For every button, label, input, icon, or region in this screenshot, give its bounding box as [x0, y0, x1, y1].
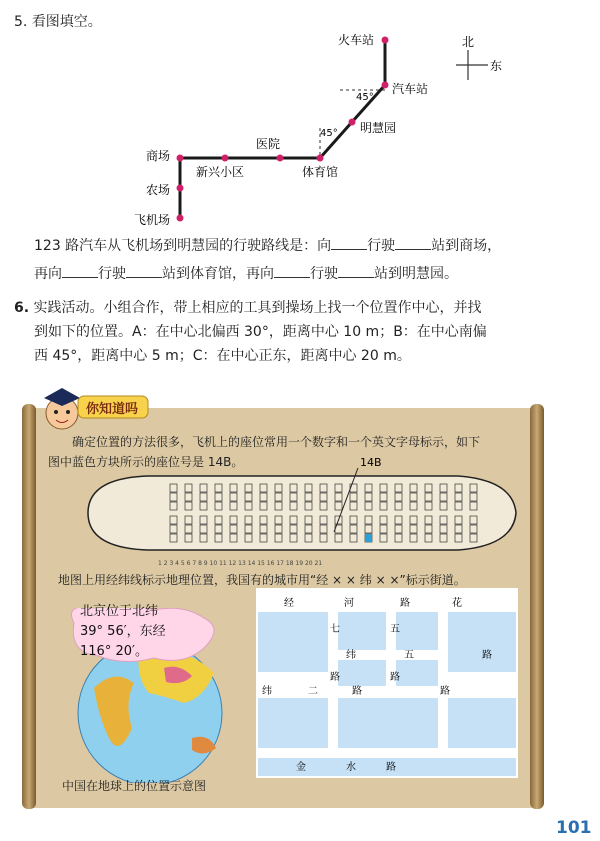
question-6 — [14, 296, 554, 368]
compass-east: 东 — [490, 59, 503, 73]
label-stadium: 体育馆 — [302, 165, 339, 179]
blank-5[interactable] — [274, 263, 310, 278]
blank-3[interactable] — [62, 263, 98, 278]
question-number: 5. — [14, 14, 28, 30]
info-scroll — [18, 398, 548, 813]
station-dot-train — [382, 37, 389, 44]
scroll-rod-right — [530, 404, 544, 809]
bus-route-line — [180, 40, 385, 218]
beijing-note: 北京位于北纬 39° 56′，东经 116° 20′。 — [80, 604, 166, 659]
svg-text:五: 五 — [390, 624, 400, 635]
street-grid-map — [256, 588, 518, 778]
station-dot-xinxing — [222, 155, 229, 162]
label-hospital: 医院 — [256, 137, 281, 151]
svg-text:花: 花 — [452, 598, 462, 609]
label-train-station: 火车站 — [338, 33, 375, 47]
blank-4[interactable] — [126, 263, 162, 278]
question-5-heading — [14, 10, 102, 34]
scroll-rod-left — [22, 404, 36, 809]
label-xinxing: 新兴小区 — [196, 165, 245, 179]
banner-title: 你知道吗 — [86, 402, 139, 417]
station-dot-steam — [382, 82, 389, 89]
svg-text:河: 河 — [344, 598, 354, 609]
label-mall: 商场 — [146, 149, 171, 163]
label-angle-bottom: 45° — [320, 128, 338, 139]
label-farm: 农场 — [146, 183, 171, 197]
blank-2[interactable] — [395, 235, 431, 250]
station-dot-stadium — [317, 155, 324, 162]
station-dot-hospital — [277, 155, 284, 162]
svg-text:纬: 纬 — [262, 686, 272, 697]
svg-text:金: 金 — [296, 762, 306, 773]
svg-text:路: 路 — [440, 686, 450, 697]
svg-text:路: 路 — [352, 686, 362, 697]
label-minghui: 明慧园 — [360, 121, 397, 135]
route-map — [110, 28, 520, 228]
station-dot-airport — [177, 215, 184, 222]
svg-text:七: 七 — [330, 624, 340, 635]
sentence-line-2: 再向 行驶 站到体育馆，再向 行驶 站到明慧园。 — [34, 262, 554, 286]
q6-line-1: 6. 实践活动。小组合作，带上相应的工具到操场上找一个位置作中心，并找 — [14, 300, 482, 316]
seat-number-ruler: 1 2 3 4 5 6 7 8 9 10 11 12 13 14 15 16 17 18 19 20 21 — [158, 560, 323, 567]
sentence-line-1: 123 路汽车从飞机场到明慧园的行驶路线是：向 行驶 站到商场， — [34, 234, 554, 258]
info-para-2: 地图上用经纬线标示地理位置，我国有的城市用“经 × × 纬 × ×”标示街道。 — [58, 573, 466, 587]
svg-text:经: 经 — [284, 598, 294, 609]
q6-line-2: 到如下的位置。A：在中心北偏西 30°，距离中心 10 m；B：在中心南偏 — [34, 324, 487, 340]
airplane-seat-diagram — [58, 458, 528, 568]
globe-caption: 中国在地球上的位置示意图 — [62, 779, 207, 793]
station-dot-farm — [177, 185, 184, 192]
question-5-sentence — [34, 234, 554, 286]
seat-14b-highlight[interactable] — [365, 534, 372, 542]
airplane-outline — [88, 476, 516, 550]
svg-text:路: 路 — [400, 598, 410, 609]
svg-text:路: 路 — [386, 762, 396, 773]
question-title: 看图填空。 — [31, 14, 102, 30]
q6-line-3: 西 45°，距离中心 5 m；C：在中心正东，距离中心 20 m。 — [34, 348, 411, 364]
svg-text:路: 路 — [390, 672, 400, 683]
svg-text:水: 水 — [346, 762, 356, 773]
seat-14b-label: 14B — [360, 458, 382, 469]
label-airport: 飞机场 — [134, 213, 171, 227]
label-steam-station: 汽车站 — [392, 82, 429, 96]
svg-text:路: 路 — [482, 650, 492, 661]
station-dot-minghui — [349, 119, 356, 126]
compass-north: 北 — [462, 35, 475, 49]
info-para-1: 确定位置的方法很多，飞机上的座位常用一个数字和一个英文字母标示，如下 图中蓝色方块所示的座位号是 14B。 — [48, 435, 481, 469]
page-number: 101 — [556, 818, 592, 838]
svg-text:二: 二 — [308, 686, 318, 697]
svg-text:纬: 纬 — [346, 650, 356, 661]
svg-text:五: 五 — [404, 650, 414, 661]
station-dot-mall — [177, 155, 184, 162]
label-angle-top: 45° — [356, 92, 374, 103]
blank-6[interactable] — [338, 263, 374, 278]
blank-1[interactable] — [331, 235, 367, 250]
svg-text:路: 路 — [330, 672, 340, 683]
